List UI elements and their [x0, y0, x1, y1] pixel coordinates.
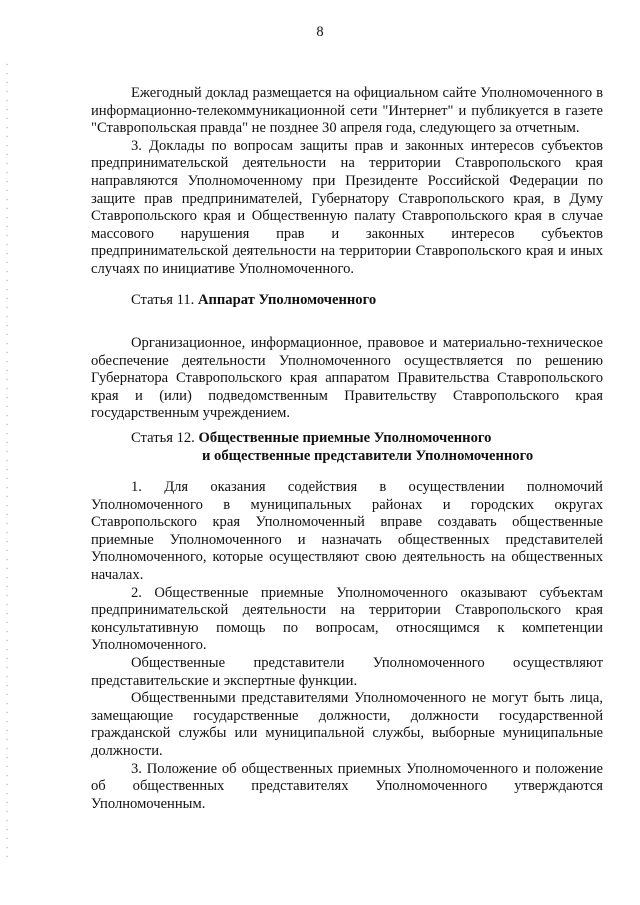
paragraph: 3. Положение об общественных приемных Уполномоченного и положение об общественных представителях Уполномоченного утверждаются Уполномоченным. [91, 760, 603, 812]
paragraph: Общественными представителями Уполномоченного не могут быть лица, замещающие государственные должности, должности государственной гражданской службы или муниципальной службы, выборные муниципальные должности. [91, 690, 603, 759]
text-block-1 [91, 85, 603, 279]
paragraph: 2. Общественные приемные Уполномоченного оказывают субъектам предпринимательской деятельности на территории Ставропольского края консультативную помощь по вопросам, относящимся к компетенции Уполномоченного. [91, 584, 603, 654]
paragraph: 1. Для оказания содействия в осуществлении полномочий Уполномоченного в муниципальных районах и городских округах Ставропольского края Уполномоченный вправе создавать общественные приемные Уполномоченного и назначать общественных представителей Уполномоченного, которые осуществляют свою деятельность на общественных началах. [91, 479, 603, 583]
paragraph: Общественные представители Уполномоченного осуществляют представительские и экспертные функции. [91, 654, 603, 689]
text-block-3 [91, 479, 603, 813]
article-12-heading [131, 430, 533, 465]
text-block-2 [91, 335, 603, 423]
article-title-line-2: и общественные представители Уполномоченного [202, 447, 534, 464]
article-title-line-1: Общественные приемные Уполномоченного [198, 430, 492, 446]
page-number: 8 [316, 24, 324, 40]
paragraph: Ежегодный доклад размещается на официальном сайте Уполномоченного в информационно-телекоммуникационной сети "Интернет" и публикуется в газете "Ставропольская правда" не позднее 30 апреля года, следующего за отчетным. [91, 85, 603, 137]
paragraph: 3. Доклады по вопросам защиты прав и законных интересов субъектов предпринимательской деятельности на территории Ставропольского края направляются Уполномоченному при Президенте Российской Федерации по защите прав предпринимателей, Губернатору Ставропольского края, в Думу Ставропольского края и Общественную палату Ставропольского края в случае массового нарушения прав и законных интересов субъектов предпринимательской деятельности на территории Ставропольского края и иных случаях по инициативе Уполномоченного. [91, 137, 603, 277]
article-11-heading [131, 292, 376, 310]
article-title: Аппарат Уполномоченного [197, 292, 377, 308]
scan-edge-dots [6, 60, 8, 860]
article-label: Статья 11. [131, 292, 195, 308]
article-label: Статья 12. [131, 430, 195, 446]
paragraph: Организационное, информационное, правовое и материально-техническое обеспечение деятельности Уполномоченного осуществляется по решению Губернатора Ставропольского края аппаратом Правительства Ставропольского края и (или) подведомственным Правительству Ставропольского края государственным учреждением. [91, 335, 603, 422]
